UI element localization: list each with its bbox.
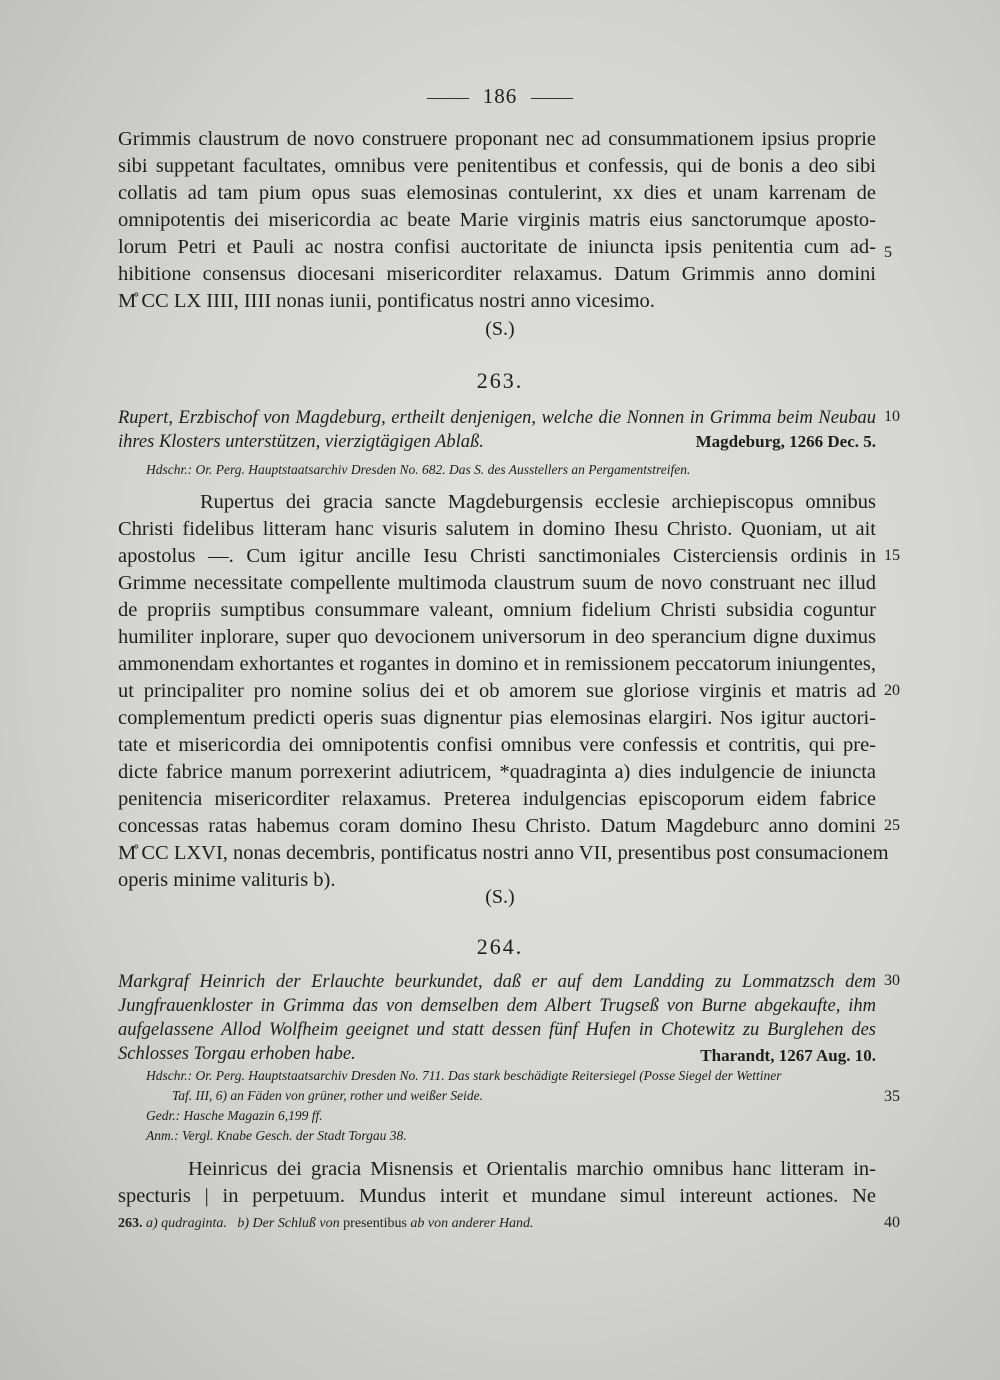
- prev-text-line: M̊ CC LX IIII, IIII nonas iunii, pontificatus nostri anno vicesimo.: [118, 290, 655, 312]
- text-line: Heinricus dei gracia Misnensis et Orientalis marchio omnibus hanc litteram in-: [188, 1158, 876, 1180]
- page-number: 186: [0, 84, 1000, 109]
- line-number: 10: [884, 408, 900, 425]
- document-number: 263.: [476, 368, 524, 393]
- text-line: de propriis sumptibus consummare valeant, omnium fidelium Christi subsidia coguntur: [118, 599, 876, 621]
- line-number: 40: [884, 1214, 900, 1231]
- regest-line: Rupert, Erzbischof von Magdeburg, ertheilt denjenigen, welche die Nonnen in Grimma beim Neubau: [118, 408, 876, 428]
- text-line: Grimme necessitate compellente multimoda claustrum suum de novo construant nec illud: [118, 572, 876, 594]
- source-note: Hdschr.: Or. Perg. Hauptstaatsarchiv Dresden No. 711. Das stark beschädigte Reitersiegel (Posse Siegel der Wettiner: [146, 1068, 782, 1083]
- footnote-a: a) qudraginta.: [146, 1216, 227, 1231]
- place-date: Tharandt, 1267 Aug. 10.: [700, 1046, 876, 1065]
- place-date: Magdeburg, 1266 Dec. 5.: [695, 432, 876, 451]
- regest-line: ihres Klosters unterstützen, vierzigtägigen Ablaß.: [118, 432, 484, 452]
- seal-mark: (S.): [485, 318, 515, 340]
- prev-text-line: collatis ad tam pium opus suas elemosinas contulerint, xx dies et unam karrenam de: [118, 182, 876, 204]
- regest-line: Markgraf Heinrich der Erlauchte beurkundet, daß er auf dem Landding zu Lommatzsch dem: [118, 972, 876, 992]
- line-number: 5: [884, 244, 892, 261]
- footnote-number: 263.: [118, 1216, 143, 1231]
- line-number: 25: [884, 817, 900, 834]
- document-number: 264.: [476, 934, 524, 959]
- footnote-b-word2: von anderer Hand.: [427, 1216, 534, 1231]
- source-note: Hdschr.: Or. Perg. Hauptstaatsarchiv Dresden No. 682. Das S. des Ausstellers an Pergamentstreifen.: [146, 462, 691, 477]
- text-line: specturis | in perpetuum. Mundus interit et mundane simul intereunt actiones. Ne: [118, 1185, 876, 1207]
- line-number: 30: [884, 972, 900, 989]
- text-line: Christi fidelibus litteram hanc visuris salutem in domino Ihesu Christo. Quoniam, ut ait: [118, 518, 876, 540]
- regest-line: Schlosses Torgau erhoben habe.: [118, 1044, 356, 1064]
- text-line: operis minime valituris b).: [118, 869, 336, 891]
- prev-text-line: hibitione consensus diocesani misericorditer relaxamus. Datum Grimmis anno domini: [118, 263, 876, 285]
- prev-text-line: sibi suppetant facultates, omnibus vere penitentibus et confessis, qui de bonis a deo sibi: [118, 155, 876, 177]
- print-note: Gedr.: Hasche Magazin 6,199 ff.: [146, 1108, 323, 1123]
- text-line: complementum predicti operis suas dignentur pias elemosinas elargiri. Nos igitur auctori-: [118, 707, 876, 729]
- text-line: ut principaliter pro nomine solius dei et ob amorem sue gloriose virginis et matris ad: [118, 680, 876, 702]
- seal-mark: (S.): [485, 886, 515, 908]
- text-line: Rupertus dei gracia sancte Magdeburgensis ecclesie archiepiscopus omnibus: [200, 491, 876, 513]
- footnote-b-word: presentibus: [343, 1216, 407, 1231]
- remark-note: Anm.: Vergl. Knabe Gesch. der Stadt Torgau 38.: [146, 1128, 407, 1143]
- text-line: humiliter inplorare, super quo devocionem universorum in deo sperancium digne duximus: [118, 626, 876, 648]
- text-line: tate et misericordia dei omnipotentis confisi omnibus vere confessis et contritis, qui pre-: [118, 734, 876, 756]
- text-line: apostolus —. Cum igitur ancille Iesu Christi sanctimoniales Cisterciensis ordinis in: [118, 545, 876, 567]
- text-line: penitencia misericorditer relaxamus. Preterea indulgencias episcoporum eidem fabrice: [118, 788, 876, 810]
- line-number: 20: [884, 682, 900, 699]
- source-note: Taf. III, 6) an Fäden von grüner, rother und weißer Seide.: [172, 1088, 483, 1103]
- line-number: 35: [884, 1088, 900, 1105]
- footnote-b-mid: ab: [410, 1216, 425, 1231]
- footnote-b-prefix: b) Der Schluß von: [237, 1216, 340, 1231]
- text-line: dicte fabrice manum porrexerint adiutricem, *quadraginta a) dies indulgencie de iniuncta: [118, 761, 876, 783]
- footnote: [118, 1214, 534, 1234]
- text-line: ammonendam exhortantes et rogantes in domino et in remissionem peccatorum iniungentes,: [118, 653, 876, 675]
- regest-line: Jungfrauenkloster in Grimma das von demselben dem Albert Trugseß von Burne abgekaufte, ihm: [118, 996, 876, 1016]
- prev-text-line: Grimmis claustrum de novo construere proponant nec ad consummationem ipsius proprie: [118, 128, 876, 150]
- regest-line: aufgelassene Allod Wolfheim geeignet und statt dessen fünf Hufen in Chotewitz zu Burglehen des: [118, 1020, 876, 1040]
- line-number: 15: [884, 547, 900, 564]
- prev-text-line: omnipotentis dei misericordia ac beate Marie virginis matris eius sanctorumque aposto-: [118, 209, 876, 231]
- text-line: concessas ratas habemus coram domino Ihesu Christo. Datum Magdeburc anno domini: [118, 815, 876, 837]
- prev-text-line: lorum Petri et Pauli ac nostra confisi auctoritate de iniuncta ipsis penitentia cum ad-: [118, 236, 876, 258]
- text-line: M̊ CC LXVI, nonas decembris, pontificatus nostri anno VII, presentibus post consumacionem: [118, 842, 889, 864]
